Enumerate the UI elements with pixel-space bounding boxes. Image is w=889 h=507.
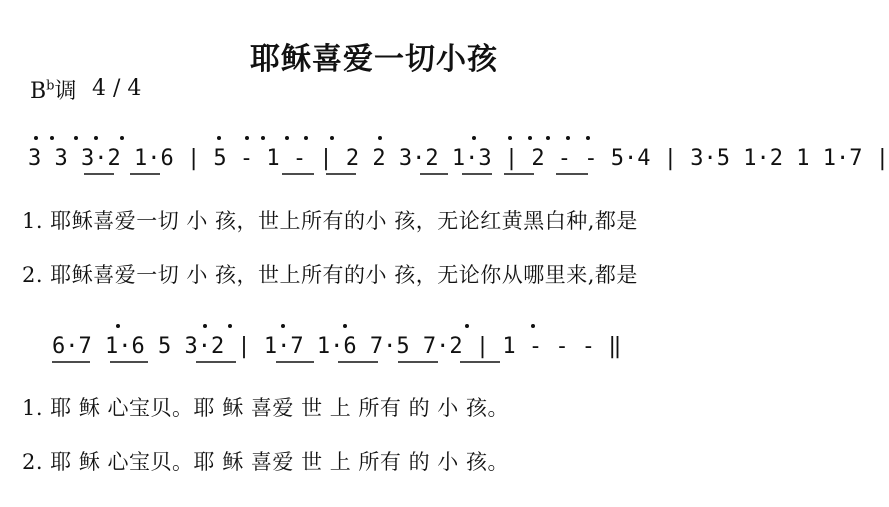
time-signature: 4 / 4 — [92, 76, 142, 101]
system1-lyric-verse1: 1. 耶稣喜爱一切 小 孩，世上所有的小 孩，无论红黄黑白种,都是 — [22, 209, 638, 233]
system1-notes: 3 3 3·2 1·6 | 5 - 1 - | 2 2 3·2 1·3 | 2 - - 5·4 | 3·5 1·2 1 1·7 | — [28, 146, 889, 171]
system2-lyric-verse1: 1. 耶 稣 心宝贝。耶 稣 喜爱 世 上 所有 的 小 孩。 — [22, 396, 509, 420]
key-letter: B — [30, 79, 47, 104]
system1-lyric-verse2: 2. 耶稣喜爱一切 小 孩，世上所有的小 孩，无论你从哪里来,都是 — [22, 263, 638, 287]
key-accidental: b — [46, 78, 55, 94]
key-suffix: 调 — [54, 79, 77, 104]
beam-underlines — [52, 174, 588, 362]
system2-notes: 6·7 1·6 5 3·2 | 1·7 1·6 7·5 7·2 | 1 - - - ‖ — [52, 334, 622, 359]
octave-dots — [34, 136, 590, 328]
system2-lyric-verse2: 2. 耶 稣 心宝贝。耶 稣 喜爱 世 上 所有 的 小 孩。 — [22, 450, 509, 474]
song-title: 耶稣喜爱一切小孩 — [250, 42, 498, 77]
